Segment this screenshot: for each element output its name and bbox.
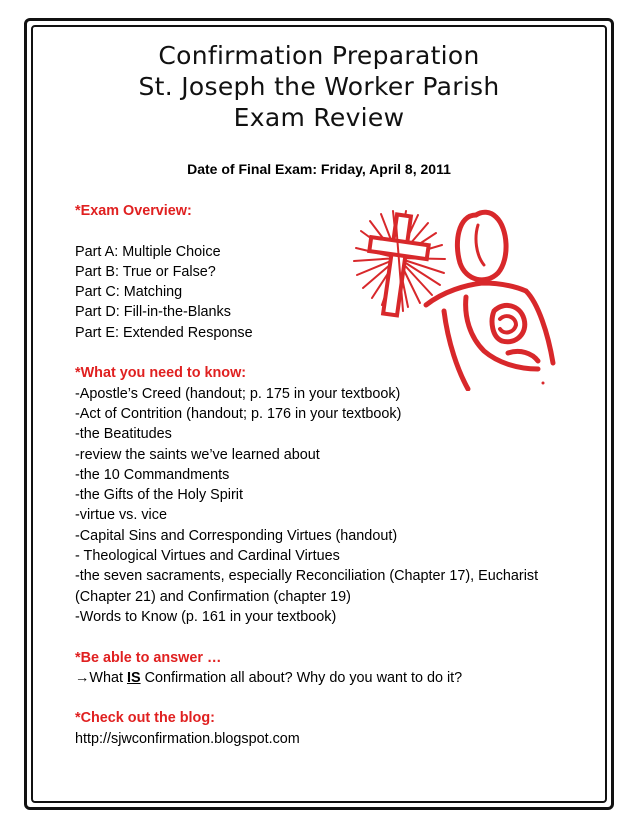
question-text-end: Confirmation all about? Why do you want to do it? [140, 669, 463, 686]
need-item: -Capital Sins and Corresponding Virtues (handout) [75, 527, 398, 544]
question-text-start: What [89, 669, 127, 686]
need-item: -review the saints we’ve learned about [75, 446, 320, 463]
part-e: Part E: Extended Response [75, 324, 253, 341]
need-item: -the seven sacraments, especially Reconciliation (Chapter 17), Eucharist [75, 568, 539, 585]
need-item: -the Beatitudes [75, 426, 172, 443]
part-c: Part C: Matching [75, 284, 183, 301]
title-line-1: Confirmation Preparation [158, 41, 480, 70]
need-item: -virtue vs. vice [75, 507, 167, 524]
blog-url: http://sjwconfirmation.blogspot.com [75, 730, 300, 747]
need-item: -Words to Know (p. 161 in your textbook) [75, 608, 337, 625]
need-item-continued: (Chapter 21) and Confirmation (chapter 19) [75, 588, 351, 605]
answer-question [75, 668, 595, 688]
answer-heading: *Be able to answer … [75, 649, 222, 666]
overview-heading: *Exam Overview: [75, 203, 192, 219]
need-to-know-heading: *What you need to know: [75, 365, 247, 382]
part-d: Part D: Fill-in-the-Blanks [75, 304, 231, 321]
arrow-right-icon: → [75, 669, 90, 686]
part-b: Part B: True or False? [75, 263, 216, 280]
document-title [0, 40, 638, 133]
need-item: -Apostle’s Creed (handout; p. 175 in your textbook) [75, 385, 401, 402]
need-item: - Theological Virtues and Cardinal Virtues [75, 548, 340, 565]
part-a: Part A: Multiple Choice [75, 243, 221, 260]
need-item: -Act of Contrition (handout; p. 176 in your textbook) [75, 405, 402, 422]
title-line-3: Exam Review [233, 103, 405, 132]
exam-review-content [75, 201, 595, 749]
question-emphasis: IS [126, 669, 141, 686]
need-item: -the 10 Commandments [75, 466, 230, 483]
need-item: -the Gifts of the Holy Spirit [75, 487, 243, 504]
title-line-2: St. Joseph the Worker Parish [138, 72, 500, 101]
exam-date: Date of Final Exam: Friday, April 8, 2011 [187, 161, 451, 177]
blog-heading: *Check out the blog: [75, 710, 215, 727]
